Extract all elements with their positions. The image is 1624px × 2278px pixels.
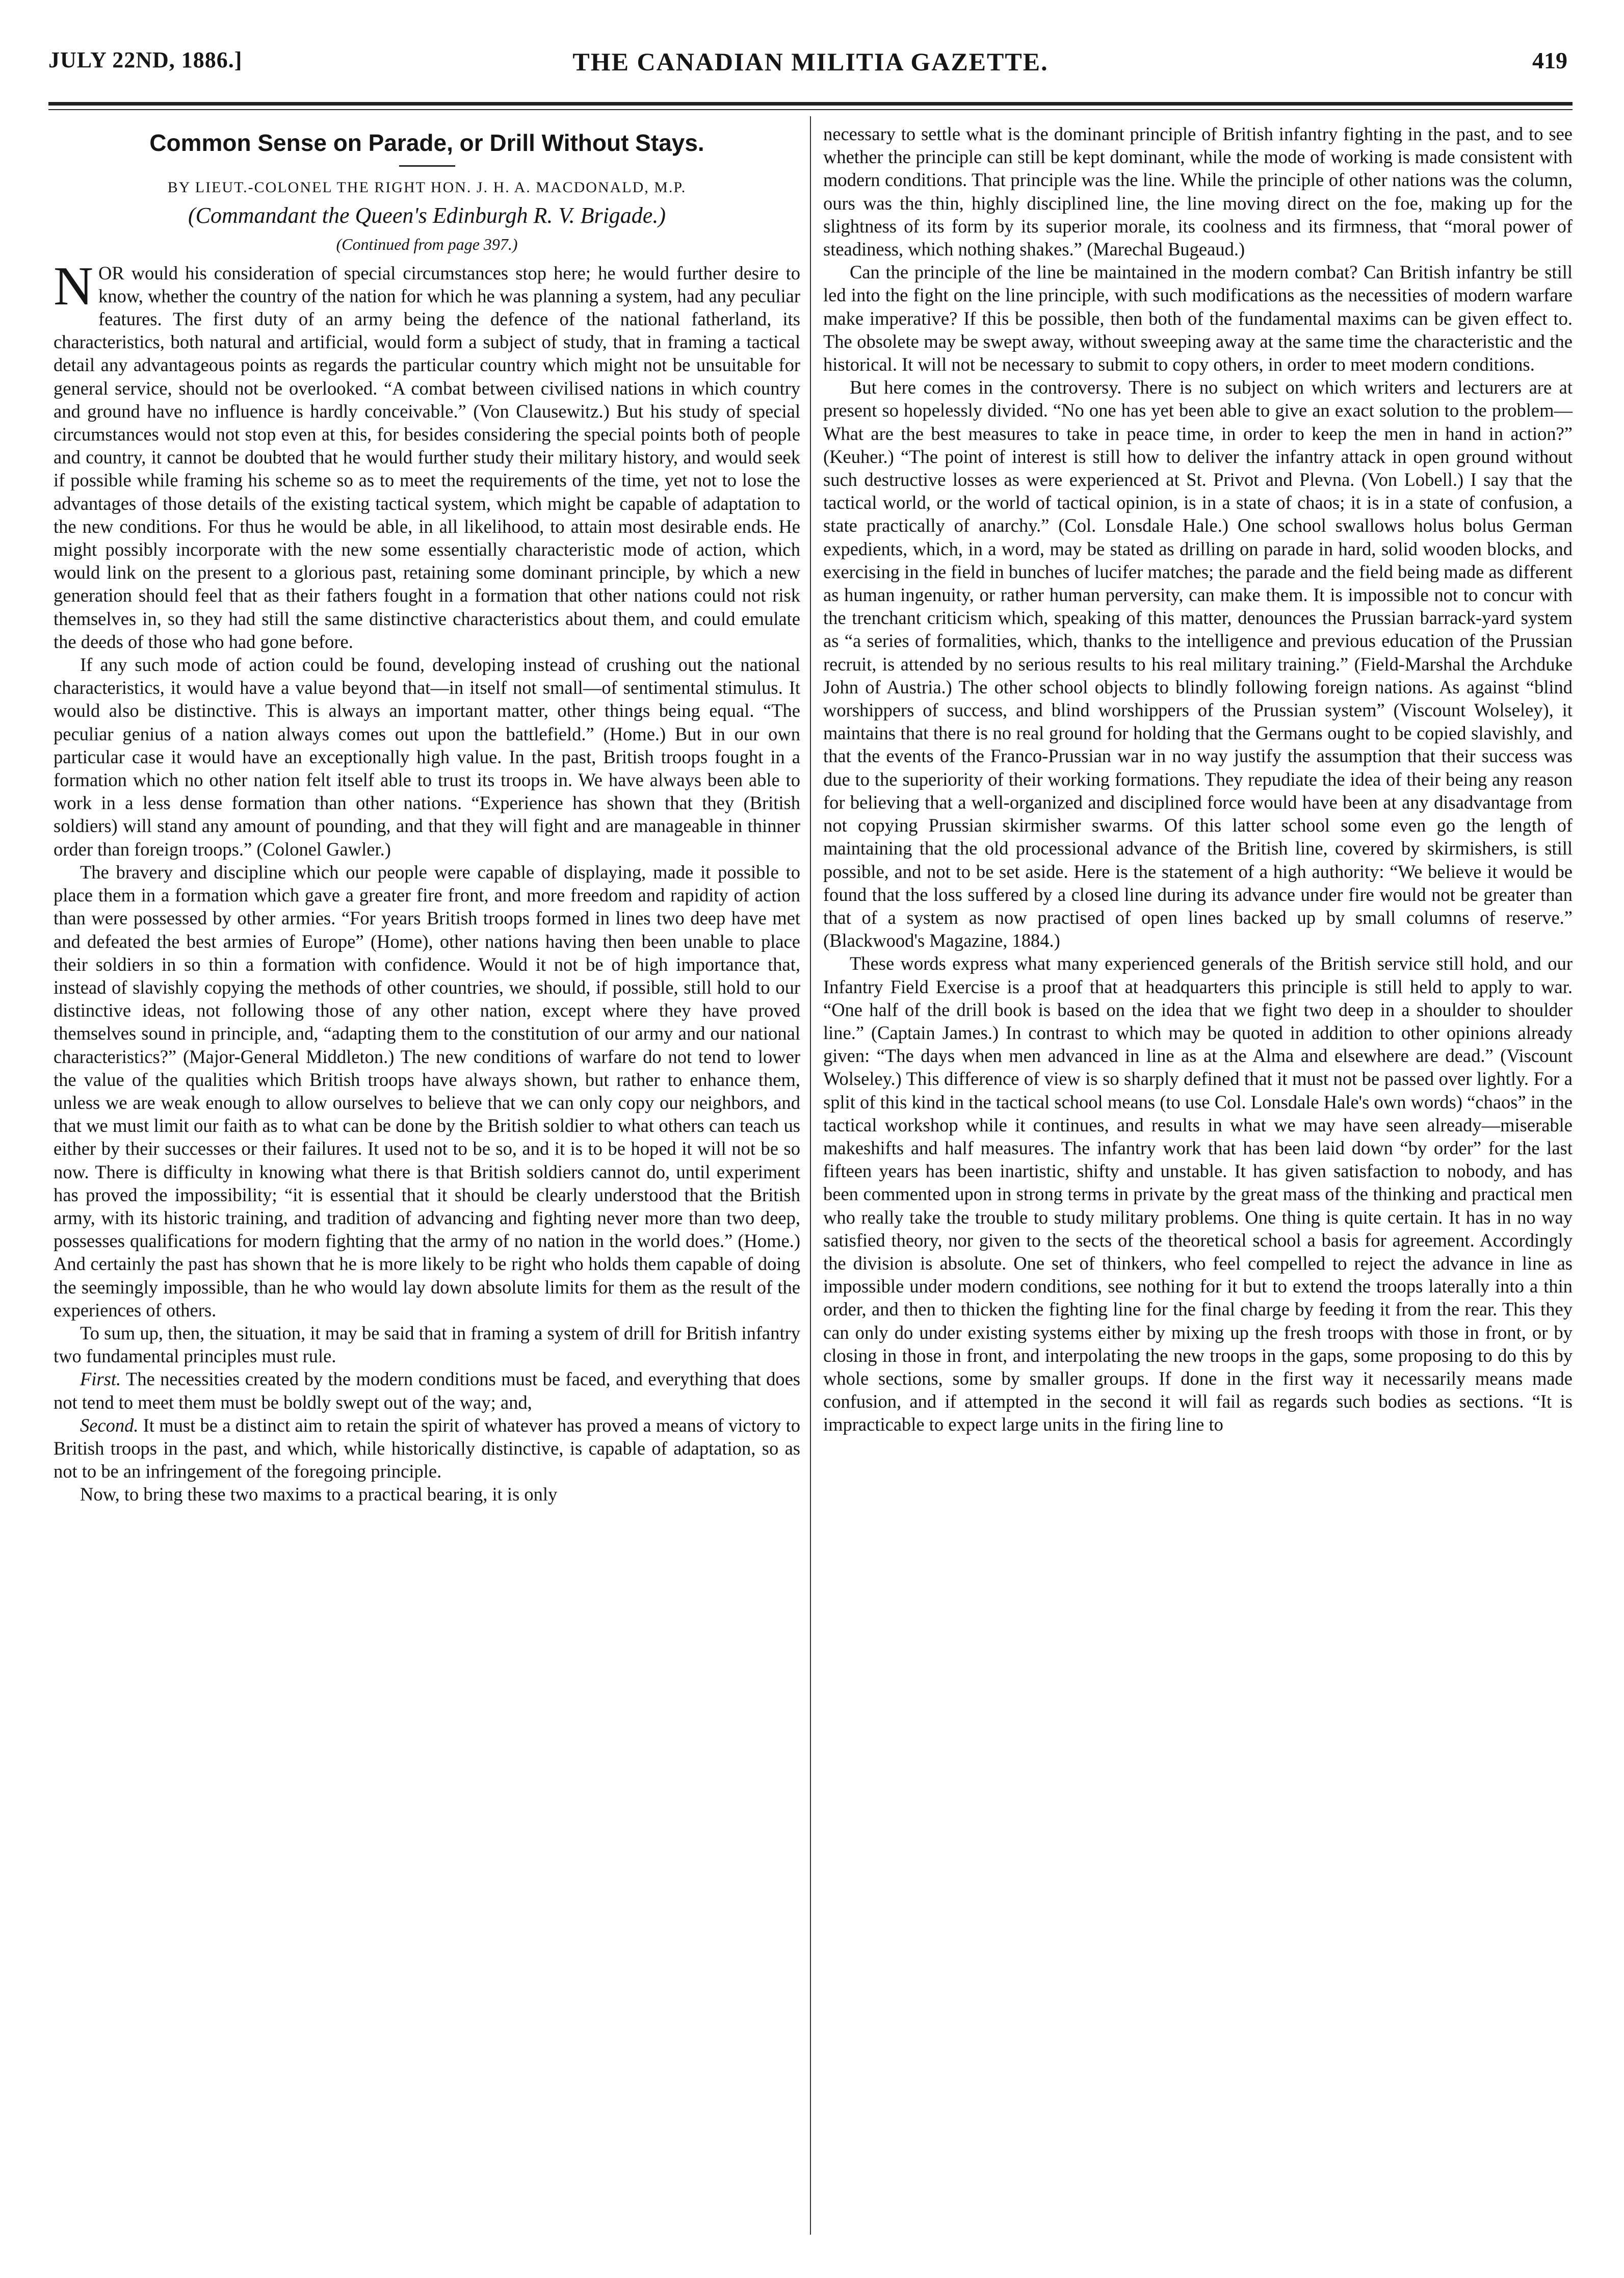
- title-rule: [399, 165, 455, 167]
- issue-date: JULY 22ND, 1886.]: [48, 47, 243, 72]
- right-column: [823, 122, 1573, 1436]
- column-divider: [810, 116, 811, 2235]
- paragraph: NOR would his consideration of special circumstances stop here; he would further desire to know, whether the country of the nation for which he was planning a system, had any peculiar features. The first duty of an army being the defence of the national fatherland, its characteristics, both natural and artificial, would form a subject of study, that in framing a tactical detail any advantageous points as regards the particular country which might not be unsuitable for general service, should not be overlooked. “A combat between civilised nations in which country and ground have no influence is hardly conceivable.” (Von Clausewitz.) But his study of special circumstances would not stop even at this, for besides considering the special points both of people and country, it cannot be doubted that he would further study their military history, and would seek if possible while framing his scheme so as to meet the requirements of the time, yet not to lose the advantages of those details of the existing tactical system, which might be capable of adaptation to the new conditions. For thus he would be able, in all likelihood, to attain most desirable ends. He might possibly incorporate with the new some essentially characteristic mode of action, which would link on the present to a glorious past, retaining some dominant principle, by which a new generation should feel that as their fathers fought in a formation that other nations could not risk themselves in, so they had still the same distinctive characteristics about them, and could emulate the deeds of those who had gone before.: [54, 255, 800, 652]
- paragraph: If any such mode of action could be found, developing instead of crushing out the national characteristics, it would have a value beyond that—in itself not small—of sentimental stimulus. It would also be distinctive. This is always an important matter, other things being equal. “The peculiar genius of a nation always comes out upon the battlefield.” (Home.) But in our own particular case it would have an exceptionally high value. In the past, British troops fought in a formation which no other nation felt itself able to trust its troops in. We have always been able to work in a less dense formation than other nations. “Experience has shown that they (British soldiers) will stand any amount of pounding, and that they will fight and are manageable in thinner order than foreign troops.” (Colonel Gawler.): [54, 654, 800, 860]
- paragraph: necessary to settle what is the dominant principle of British infantry fighting in the past, and to see whether the principle can still be kept dominant, while the mode of working is made consistent with modern conditions. That principle was the line. While the principle of other nations was the column, ours was the thin, highly disciplined line, the line moving direct on the foe, making up for the slightness of its form by its superior morale, its coolness and its firmness, that “moral power of steadiness, which nothing shakes.” (Marechal Bugeaud.): [823, 123, 1573, 260]
- paragraph-lead: Second.: [80, 1414, 139, 1436]
- paragraph: The bravery and discipline which our people were capable of displaying, made it possible to place them in a formation which gave a greater fire front, and more freedom and rapidity of action than were possessed by other armies. “For years British troops formed in lines two deep have met and defeated the best armies of Europe” (Home), other nations having then been unable to place their soldiers in so thin a formation with confidence. Would it not be of high importance that, instead of slavishly copying the methods of other countries, we should, if possible, still hold to our distinctive ideas, not following those of any other nation, except where they have proved themselves sound in principle, and, “adapting them to the constitution of our army and our national characteristics?” (Major-General Middleton.) The new conditions of warfare do not tend to lower the value of the qualities which British troops have always shown, but rather to enhance them, unless we are weak enough to allow ourselves to believe that we can only copy our neighbors, and that we must limit our faith as to what can be done by the British soldier to what others can teach us either by their successes or their failures. It used not to be so, and it is to be hoped it will not be so now. There is difficulty in knowing what there is that British soldiers cannot do, until experiment has proved the impossibility; “it is essential that it should be clearly understood that the British army, with its historic training, and tradition of advancing and fighting never more than two deep, possesses qualifications for modern fighting that the army of no nation in the world does.” (Home.) And certainly the past has shown that he is more likely to be right who holds them capable of doing the seemingly impossible, than he who would lay down absolute limits for them as the result of the experiences of others.: [54, 861, 800, 1321]
- paragraph: These words express what many experienced generals of the British service still hold, and our Infantry Field Exercise is a proof that at headquarters this principle is still held to apply to war. “One half of the drill book is based on the idea that we fight two deep in a shoulder to shoulder line.” (Captain James.) In contrast to which may be quoted in addition to other opinions already given: “The days when men advanced in line as at the Alma and elsewhere are dead.” (Viscount Wolseley.) This difference of view is so sharply defined that it must not be passed over lightly. For a split of this kind in the tactical school means (to use Col. Lonsdale Hale's own words) “chaos” in the tactical workshop while it continues, and results in what we may have seen already—miserable makeshifts and half measures. The infantry work that has been laid down “by order” for the last fifteen years has been inartistic, shifty and unstable. It has given satisfaction to nobody, and has been commented upon in strong terms in private by the great mass of the thinking and practical men who really take the trouble to study military problems. One thing is quite certain. It has in no way satisfied theory, nor given to the sects of the theoretical school a basis for agreement. Accordingly the division is absolute. One set of thinkers, who feel compelled to reject the advance in line as impossible under modern conditions, see nothing for it but to extend the troops laterally into a thin order, and then to thicken the fighting line for the final charge by feeding it from the rear. This they can only do under existing systems either by mixing up the fresh troops with those in front, or by closing in those in front, and interpolating the new troops in the gaps, some proposing to do this by whole sections, some by smaller groups. If done in the first way it necessarily means made confusion, and if attempted in the second it will fail as regards such bodies as sections. “It is impracticable to expect large units in the firing line to: [823, 953, 1573, 1435]
- drop-cap: N: [54, 255, 93, 317]
- paragraph: Second. It must be a distinct aim to retain the spirit of whatever has proved a means of victory to British troops in the past, and which, while historically distinctive, is capable of adaptation, so as not to be an infringement of the foregoing principle.: [54, 1414, 800, 1482]
- article-byline: BY LIEUT.-COLONEL THE RIGHT HON. J. H. A. MACDONALD, M.P.: [167, 179, 687, 196]
- paragraph: Can the principle of the line be maintained in the modern combat? Can British infantry be still led into the fight on the line principle, with such modifications as the necessities of modern warfare make imperative? If this be possible, then both of the fundamental maxims can be given effect to. The obsolete may be swept away, without sweeping away at the same time the characteristic and the historical. It will not be necessary to submit to copy others, in order to meet modern conditions.: [823, 262, 1573, 375]
- author-rank: (Commandant the Queen's Edinburgh R. V. Brigade.): [188, 203, 666, 228]
- page-number: 419: [1532, 47, 1567, 73]
- continued-note: (Continued from page 397.): [336, 235, 518, 254]
- paragraph: To sum up, then, the situation, it may be said that in framing a system of drill for British infantry two fundamental principles must rule.: [54, 1322, 800, 1367]
- publication-title: THE CANADIAN MILITIA GAZETTE.: [572, 47, 1049, 76]
- article-title: Common Sense on Parade, or Drill Without Stays.: [149, 130, 704, 156]
- paragraph: Now, to bring these two maxims to a practical bearing, it is only: [80, 1484, 558, 1505]
- paragraph-lead: First.: [80, 1368, 121, 1390]
- header-rule: [48, 102, 1573, 106]
- left-column: [54, 122, 800, 1506]
- header-rule-thin: [48, 109, 1573, 110]
- paragraph: But here comes in the controversy. There is no subject on which writers and lecturers are at present so hopelessly divided. “No one has yet been able to give an exact solution to the problem—What are the best measures to take in peace time, in order to keep the men in hand in action?” (Keuher.) “The point of interest is still how to deliver the infantry attack in open ground without such destructive losses as were experienced at St. Privot and Plevna. (Von Lobell.) I say that the tactical world, or the world of tactical opinion, is in a state of chaos; it is in a state of confusion, a state practically of anarchy.” (Col. Lonsdale Hale.) One school swallows holus bolus German expedients, which, in a word, may be stated as drilling on parade in hard, solid wooden blocks, and exercising in the field in bunches of lucifer matches; the parade and the field being made as different as human ingenuity, or rather human perversity, can make them. It is impossible not to concur with the trenchant criticism which, speaking of this matter, denounces the Prussian barrack-yard system as “a series of formalities, which, thanks to the intelligence and previous education of the Prussian recruit, is attended by no serious results to his real military training.” (Field-Marshal the Archduke John of Austria.) The other school objects to blindly following foreign nations. As against “blind worshippers of success, and blind worshippers of the Prussian system” (Viscount Wolseley), it maintains that there is no real ground for holding that the Germans ought to be copied slavishly, and that the events of the Franco-Prussian war in no way justify the assumption that their success was due to the superiority of their working formations. They repudiate the idea of their being any reason for believing that a well-organized and disciplined force would have been at any disadvantage from not copying Prussian skirmisher swarms. Of this latter school some even go the length of maintaining that the old processional advance of the British line, covered by skirmishers, is still possible, and not to be set aside. Here is the statement of a high authority: “We believe it would be found that the loss suffered by a closed line during its advance under fire would not be greater than that of a system as now practised of open lines backed up by small columns of reserve.” (Blackwood's Magazine, 1884.): [823, 377, 1573, 951]
- masthead: [48, 47, 1573, 88]
- paragraph: First. The necessities created by the modern conditions must be faced, and everything that does not tend to meet them must be boldly swept out of the way; and,: [54, 1368, 801, 1413]
